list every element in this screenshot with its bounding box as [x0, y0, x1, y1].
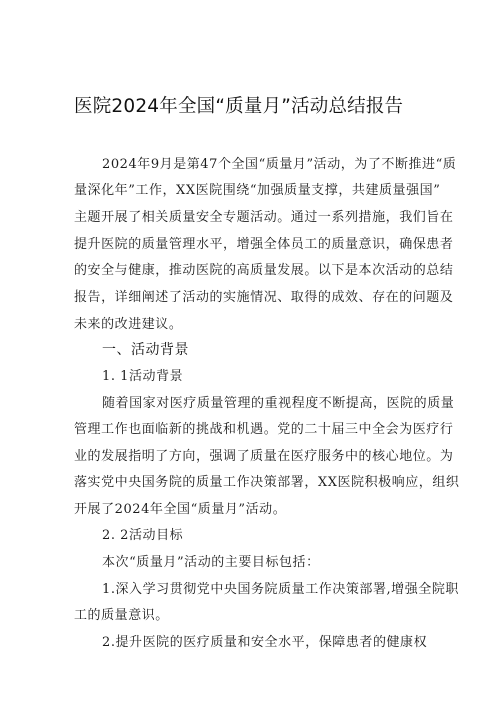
document-title: 医院2024年全国“质量月”活动总结报告: [74, 96, 404, 117]
intro-line-3: 主题开展了相关质量安全专题活动。通过一系列措施，我们旨在: [74, 210, 454, 225]
intro-line-1: 2024年9月是第47个全国“质量月”活动，为了不断推进“质: [102, 157, 457, 172]
background-line-4: 落实党中央国务院的质量工作决策部署，XX医院积极响应，组织: [74, 475, 460, 490]
background-line-2: 管理工作也面临新的挑战和机遇。党的二十届三中全会为医疗行: [74, 422, 454, 437]
intro-line-7: 未来的改进建议。: [74, 317, 183, 332]
intro-line-4: 提升医院的质量管理水平，增强全体员工的质量意识，确保患者: [74, 237, 454, 252]
intro-line-5: 的安全与健康，推动医院的高质量发展。以下是本次活动的总结: [74, 263, 454, 278]
intro-line-6: 报告，详细阐述了活动的实施情况、取得的成效、存在的问题及: [74, 290, 454, 305]
section-heading-background: 一、活动背景: [102, 342, 189, 358]
subsection-heading-1: 1. 1活动背景: [102, 369, 184, 384]
background-line-5: 开展了2024年全国“质量月”活动。: [74, 502, 287, 517]
goal-2-line-1: 2.提升医院的医疗质量和安全水平，保障患者的健康权: [102, 635, 428, 650]
background-line-3: 业的发展指明了方向，强调了质量在医疗服务中的核心地位。为: [74, 449, 454, 464]
goal-1-line-2: 工的质量意识。: [74, 608, 169, 623]
subsection-heading-2: 2. 2活动目标: [102, 528, 184, 543]
goals-intro: 本次“质量月”活动的主要目标包括：: [102, 555, 320, 570]
goal-1-line-1: 1.深入学习贯彻党中央国务院质量工作决策部署,增强全院职: [102, 582, 459, 597]
background-line-1: 随着国家对医疗质量管理的重视程度不断提高，医院的质量: [102, 396, 455, 411]
intro-line-2: 量深化年”工作，XX医院围绕“加强质量支撑，共建质量强国”: [74, 183, 441, 198]
